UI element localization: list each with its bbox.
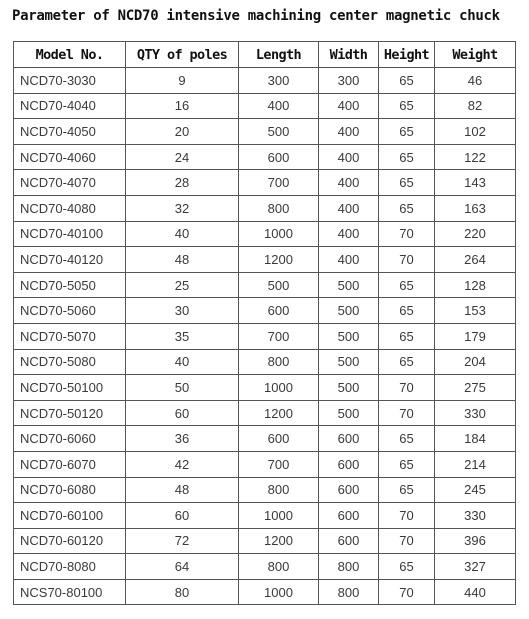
length-cell: 600 [239,426,319,452]
width-cell: 500 [319,323,379,349]
weight-cell: 275 [435,375,516,401]
width-cell: 600 [319,528,379,554]
model-cell: NCD70-4070 [14,170,126,196]
height-cell: 65 [379,119,435,145]
model-cell: NCD70-40120 [14,247,126,273]
table-row [14,349,516,375]
weight-cell: 153 [435,298,516,324]
poles-cell: 20 [126,119,239,145]
width-cell: 300 [319,68,379,94]
weight-cell: 204 [435,349,516,375]
model-cell: NCD70-50120 [14,400,126,426]
table-row [14,144,516,170]
width-cell: 400 [319,247,379,273]
weight-cell: 396 [435,528,516,554]
weight-cell: 327 [435,554,516,580]
width-cell: 500 [319,298,379,324]
height-cell: 65 [379,170,435,196]
table-row [14,119,516,145]
model-cell: NCD70-4060 [14,144,126,170]
height-cell: 65 [379,426,435,452]
poles-cell: 36 [126,426,239,452]
width-cell: 400 [319,119,379,145]
length-cell: 1200 [239,528,319,554]
table-row [14,400,516,426]
weight-cell: 184 [435,426,516,452]
weight-cell: 330 [435,503,516,529]
length-cell: 1000 [239,579,319,605]
model-cell: NCD70-5050 [14,272,126,298]
poles-cell: 40 [126,349,239,375]
weight-cell: 102 [435,119,516,145]
height-cell: 70 [379,528,435,554]
weight-cell: 163 [435,195,516,221]
width-cell: 600 [319,451,379,477]
poles-cell: 30 [126,298,239,324]
poles-cell: 16 [126,93,239,119]
height-cell: 65 [379,93,435,119]
model-cell: NCD70-5070 [14,323,126,349]
width-cell: 400 [319,195,379,221]
table-body [14,68,516,605]
height-cell: 70 [379,400,435,426]
table-row [14,528,516,554]
model-cell: NCD70-4050 [14,119,126,145]
width-cell: 600 [319,426,379,452]
model-cell: NCD70-50100 [14,375,126,401]
parameter-table [13,41,516,605]
width-cell: 500 [319,375,379,401]
height-cell: 65 [379,477,435,503]
model-cell: NCD70-60120 [14,528,126,554]
table-row [14,298,516,324]
header-qty-of-poles: QTY of poles [126,42,239,68]
poles-cell: 42 [126,451,239,477]
poles-cell: 60 [126,400,239,426]
length-cell: 800 [239,554,319,580]
width-cell: 600 [319,477,379,503]
model-cell: NCD70-5060 [14,298,126,324]
table-row [14,426,516,452]
model-cell: NCD70-4080 [14,195,126,221]
page-title: Parameter of NCD70 intensive machining center magnetic chuck [12,8,500,24]
table-row [14,221,516,247]
weight-cell: 179 [435,323,516,349]
table-row [14,323,516,349]
table-row [14,579,516,605]
poles-cell: 64 [126,554,239,580]
height-cell: 65 [379,272,435,298]
height-cell: 65 [379,195,435,221]
width-cell: 400 [319,144,379,170]
length-cell: 1000 [239,221,319,247]
length-cell: 1000 [239,503,319,529]
length-cell: 1200 [239,247,319,273]
table-row [14,503,516,529]
weight-cell: 143 [435,170,516,196]
weight-cell: 245 [435,477,516,503]
poles-cell: 48 [126,247,239,273]
table-row [14,272,516,298]
poles-cell: 80 [126,579,239,605]
width-cell: 600 [319,503,379,529]
poles-cell: 9 [126,68,239,94]
width-cell: 500 [319,400,379,426]
length-cell: 800 [239,349,319,375]
table-row [14,93,516,119]
height-cell: 65 [379,68,435,94]
table-row [14,451,516,477]
length-cell: 800 [239,477,319,503]
poles-cell: 32 [126,195,239,221]
poles-cell: 50 [126,375,239,401]
height-cell: 70 [379,579,435,605]
width-cell: 800 [319,554,379,580]
table-row [14,195,516,221]
length-cell: 700 [239,170,319,196]
length-cell: 500 [239,119,319,145]
length-cell: 700 [239,451,319,477]
width-cell: 400 [319,221,379,247]
width-cell: 500 [319,349,379,375]
length-cell: 400 [239,93,319,119]
height-cell: 65 [379,144,435,170]
model-cell: NCD70-4040 [14,93,126,119]
model-cell: NCD70-5080 [14,349,126,375]
length-cell: 300 [239,68,319,94]
width-cell: 800 [319,579,379,605]
model-cell: NCD70-60100 [14,503,126,529]
weight-cell: 264 [435,247,516,273]
poles-cell: 60 [126,503,239,529]
weight-cell: 128 [435,272,516,298]
length-cell: 600 [239,298,319,324]
weight-cell: 46 [435,68,516,94]
height-cell: 70 [379,503,435,529]
length-cell: 700 [239,323,319,349]
height-cell: 70 [379,247,435,273]
weight-cell: 122 [435,144,516,170]
table-row [14,375,516,401]
table-row [14,170,516,196]
model-cell: NCD70-6070 [14,451,126,477]
model-cell: NCS70-80100 [14,579,126,605]
height-cell: 65 [379,349,435,375]
table-row [14,554,516,580]
poles-cell: 35 [126,323,239,349]
header-height: Height [379,42,435,68]
poles-cell: 72 [126,528,239,554]
weight-cell: 220 [435,221,516,247]
weight-cell: 440 [435,579,516,605]
weight-cell: 214 [435,451,516,477]
length-cell: 600 [239,144,319,170]
header-weight: Weight [435,42,516,68]
model-cell: NCD70-40100 [14,221,126,247]
width-cell: 400 [319,93,379,119]
header-width: Width [319,42,379,68]
model-cell: NCD70-3030 [14,68,126,94]
model-cell: NCD70-8080 [14,554,126,580]
poles-cell: 40 [126,221,239,247]
table-header-row [14,42,516,68]
width-cell: 400 [319,170,379,196]
width-cell: 500 [319,272,379,298]
weight-cell: 82 [435,93,516,119]
poles-cell: 48 [126,477,239,503]
model-cell: NCD70-6060 [14,426,126,452]
poles-cell: 28 [126,170,239,196]
weight-cell: 330 [435,400,516,426]
height-cell: 65 [379,298,435,324]
length-cell: 500 [239,272,319,298]
height-cell: 70 [379,375,435,401]
table-row [14,247,516,273]
length-cell: 1000 [239,375,319,401]
poles-cell: 25 [126,272,239,298]
height-cell: 65 [379,323,435,349]
height-cell: 65 [379,451,435,477]
header-model-no: Model No. [14,42,126,68]
length-cell: 1200 [239,400,319,426]
height-cell: 65 [379,554,435,580]
table-row [14,477,516,503]
height-cell: 70 [379,221,435,247]
header-length: Length [239,42,319,68]
length-cell: 800 [239,195,319,221]
poles-cell: 24 [126,144,239,170]
model-cell: NCD70-6080 [14,477,126,503]
table-row [14,68,516,94]
